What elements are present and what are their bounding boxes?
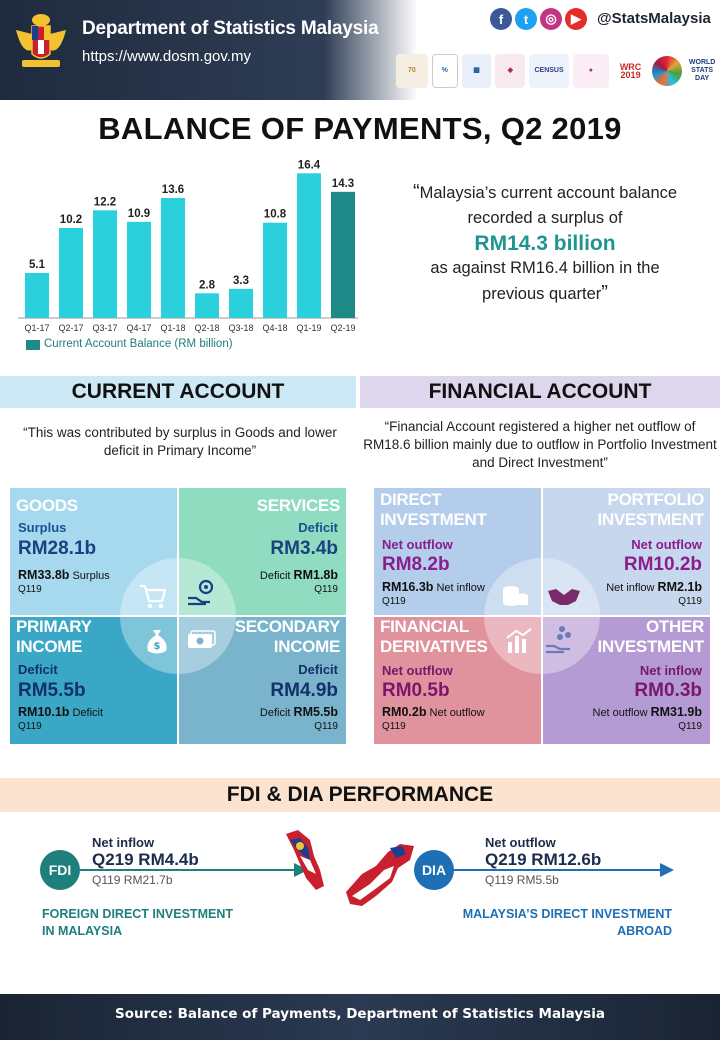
portfolio-investment-prev-value: RM2.1b [657, 580, 702, 594]
bar-Q3-17 [93, 210, 117, 318]
tick-label-Q3-17: Q3-17 [92, 323, 118, 333]
legend-swatch [26, 340, 40, 350]
fdi-description-line-1: FOREIGN DIRECT INVESTMENT [42, 907, 233, 921]
other-investment-prev-value: RM31.9b [650, 705, 702, 719]
twitter-icon[interactable]: t [515, 8, 537, 30]
secondary-income-prev-period: Q119 [314, 721, 338, 732]
goods-value: RM28.1b [18, 538, 97, 559]
tick-label-Q2-18: Q2-18 [194, 323, 220, 333]
coat-of-arms-icon [8, 10, 74, 72]
bar-Q4-17 [127, 222, 151, 318]
services-prev-kind: Deficit [259, 570, 291, 582]
direct-investment-kind: Net outflow [382, 537, 453, 552]
primary-income-title-2: INCOME [16, 637, 83, 656]
primary-income-kind: Deficit [18, 662, 58, 677]
dia-description-line-2: ABROAD [617, 924, 672, 938]
financial-derivatives-title-1: FINANCIAL [380, 617, 469, 636]
quote-highlight: RM14.3 billion [474, 232, 616, 255]
financial-account-grid [374, 488, 710, 744]
financial-account-quote: “Financial Account registered a higher net outflow of RM18.6 billion mainly due to outflow in Portfolio Investment and Direct Investment” [363, 419, 717, 470]
dia-description [400, 906, 672, 940]
bar-Q4-18 [263, 223, 287, 318]
coin-stack-icon [500, 580, 530, 610]
bar-Q3-18 [229, 289, 253, 318]
department-url[interactable]: https://www.dosm.gov.my [82, 48, 251, 65]
financial-derivatives-title-2: DERIVATIVES [380, 637, 488, 656]
logo-stats: ▦ [462, 54, 492, 88]
shopping-cart-icon [138, 581, 168, 611]
quote-line-3: as against RM16.4 billion in the [430, 259, 660, 277]
hand-coins-icon [544, 624, 574, 654]
primary-income-prev-period: Q119 [18, 721, 42, 732]
financial-account-heading: FINANCIAL ACCOUNT [360, 376, 720, 408]
other-investment-prev-kind: Net outflow [592, 707, 648, 719]
financial-derivatives-kind: Net outflow [382, 663, 453, 678]
sdg-wheel-icon [652, 56, 682, 86]
goods-title: GOODS [16, 496, 78, 515]
logo-wrc: WRC 2019 [613, 54, 649, 88]
data-label-Q3-17: 12.2 [93, 196, 117, 209]
direct-investment-prev-period: Q119 [382, 596, 406, 607]
money-bag-icon [142, 626, 172, 656]
bar-Q2-18 [195, 293, 219, 318]
page-title: BALANCE OF PAYMENTS, Q2 2019 [98, 111, 622, 146]
services-value: RM3.4b [270, 538, 338, 559]
current-account-heading: CURRENT ACCOUNT [0, 376, 356, 408]
dia-prev: Q119 RM5.5b [485, 873, 559, 887]
tick-label-Q3-18: Q3-18 [228, 323, 254, 333]
logo-hsmba: ● [573, 54, 609, 88]
data-label-Q2-17: 10.2 [59, 214, 83, 226]
bar-Q1-19 [297, 173, 321, 318]
bar-Q2-19 [331, 192, 355, 318]
data-label-Q1-18: 13.6 [161, 184, 185, 196]
logo-percent: % [432, 54, 458, 88]
department-title: Department of Statistics Malaysia [82, 18, 379, 39]
other-investment-title-1: OTHER [645, 617, 704, 636]
financial-derivatives-prev-value: RM0.2b [382, 705, 427, 719]
other-investment-value: RM0.3b [634, 680, 702, 701]
secondary-income-title-1: SECONDARY [234, 617, 340, 636]
logo-census: CENSUS [529, 54, 569, 88]
services-prev-period: Q119 [314, 584, 338, 595]
portfolio-investment-prev-kind: Net inflow [606, 582, 655, 594]
current-account-quote: “This was contributed by surplus in Goods and lower deficit in Primary Income” [23, 425, 337, 458]
data-label-Q2-18: 2.8 [199, 279, 215, 292]
dia-description-line-1: MALAYSIA’S DIRECT INVESTMENT [462, 907, 672, 921]
tick-label-Q4-18: Q4-18 [262, 323, 288, 333]
logo-70: 70 [396, 54, 428, 88]
secondary-income-title-2: INCOME [273, 637, 340, 656]
tick-label-Q2-17: Q2-17 [58, 323, 84, 333]
quote-line-1: Malaysia’s current account balance [419, 184, 678, 202]
social-handle[interactable]: @StatsMalaysia [597, 10, 711, 27]
social-icons [490, 8, 587, 30]
dia-kind: Net outflow [485, 835, 556, 850]
direct-investment-title-2: INVESTMENT [380, 510, 487, 529]
fdi-badge: FDI [40, 850, 80, 890]
primary-income-prev-value: RM10.1b [18, 705, 70, 719]
handshake-icon [546, 581, 582, 611]
quote-line-4: previous quarter [482, 285, 602, 303]
service-hand-gear-icon [186, 578, 216, 608]
portfolio-investment-kind: Net outflow [631, 537, 702, 552]
legend-label: Current Account Balance (RM billion) [44, 338, 233, 350]
services-kind: Deficit [298, 520, 338, 535]
summary-quote: “Malaysia’s current account balance recorded a surplus of RM14.3 billion as against RM16.4 billion in the previous quarter” [380, 180, 710, 307]
svg-text:$: $ [153, 641, 161, 652]
fdi-description [42, 906, 233, 940]
direct-investment-title-1: DIRECT [380, 490, 442, 509]
bar-Q1-18 [161, 198, 185, 318]
bar-Q2-17 [59, 228, 83, 318]
data-label-Q3-18: 3.3 [233, 274, 249, 287]
portfolio-investment-value: RM10.2b [623, 554, 702, 575]
center-circle [120, 558, 236, 674]
primary-income-prev-kind: Deficit [72, 707, 104, 719]
footer-source: Source: Balance of Payments, Department of Statistics Malaysia [0, 994, 720, 1040]
malaysia-map-icon [280, 826, 420, 918]
secondary-income-value: RM4.9b [270, 680, 338, 701]
data-label-Q2-19: 14.3 [331, 177, 355, 190]
tick-label-Q1-18: Q1-18 [160, 323, 186, 333]
other-investment-title-2: INVESTMENT [597, 637, 704, 656]
bar-Q1-17 [25, 273, 49, 318]
services-title: SERVICES [256, 496, 340, 515]
tick-label-Q4-17: Q4-17 [126, 323, 152, 333]
goods-kind: Surplus [18, 520, 67, 535]
financial-derivatives-value: RM0.5b [382, 680, 450, 701]
fdi-description-line-2: IN MALAYSIA [42, 924, 123, 938]
portfolio-investment-title-2: INVESTMENT [597, 510, 704, 529]
financial-derivatives-prev-kind: Net outflow [429, 707, 485, 719]
current-account-grid [10, 488, 346, 744]
logo-world-stats-day: WORLD STATS DAY [686, 54, 718, 88]
tick-label-Q1-17: Q1-17 [24, 323, 50, 333]
goods-prev-value: RM33.8b [18, 568, 70, 582]
fdi-prev: Q119 RM21.7b [92, 873, 173, 887]
fdi-kind: Net inflow [92, 835, 155, 850]
direct-investment-prev-value: RM16.3b [382, 580, 434, 594]
quote-line-2: recorded a surplus of [467, 209, 623, 227]
direct-investment-prev-kind: Net inflow [436, 582, 485, 594]
tick-label-Q1-19: Q1-19 [296, 323, 322, 333]
financial-derivatives-prev-period: Q119 [382, 721, 406, 732]
dia-arrow-head-icon [660, 863, 674, 877]
fdi-arrow-line [80, 869, 300, 871]
tick-label-Q2-19: Q2-19 [330, 323, 356, 333]
portfolio-investment-prev-period: Q119 [678, 596, 702, 607]
data-label-Q1-17: 5.1 [29, 259, 45, 271]
direct-investment-value: RM8.2b [382, 554, 450, 575]
youtube-icon[interactable]: ▶ [565, 8, 587, 30]
services-prev-value: RM1.8b [293, 568, 338, 582]
data-label-Q4-18: 10.8 [263, 208, 287, 221]
bar-chart-icon [504, 626, 534, 656]
logo-isi: ◆ [495, 54, 525, 88]
goods-prev-kind: Surplus [72, 570, 110, 582]
dia-arrow-line [454, 869, 664, 871]
portfolio-investment-title-1: PORTFOLIO [607, 490, 704, 509]
dia-badge: DIA [414, 850, 454, 890]
primary-income-value: RM5.5b [18, 680, 86, 701]
goods-prev-period: Q119 [18, 584, 42, 595]
current-account-bar-chart [18, 160, 363, 360]
fdi-value: Q219 RM4.4b [92, 850, 199, 869]
cash-stack-icon [186, 626, 216, 656]
other-investment-kind: Net inflow [639, 663, 702, 678]
dia-value: Q219 RM12.6b [485, 850, 602, 869]
instagram-icon[interactable]: ◎ [540, 8, 562, 30]
data-label-Q1-19: 16.4 [297, 160, 321, 172]
center-circle [484, 558, 600, 674]
event-logos [396, 48, 718, 94]
secondary-income-prev-kind: Deficit [259, 707, 291, 719]
other-investment-prev-period: Q119 [678, 721, 702, 732]
primary-income-title-1: PRIMARY [16, 617, 92, 636]
data-label-Q4-17: 10.9 [127, 207, 151, 220]
secondary-income-prev-value: RM5.5b [293, 705, 338, 719]
secondary-income-kind: Deficit [298, 662, 338, 677]
facebook-icon[interactable]: f [490, 8, 512, 30]
fdi-dia-heading: FDI & DIA PERFORMANCE [0, 778, 720, 812]
